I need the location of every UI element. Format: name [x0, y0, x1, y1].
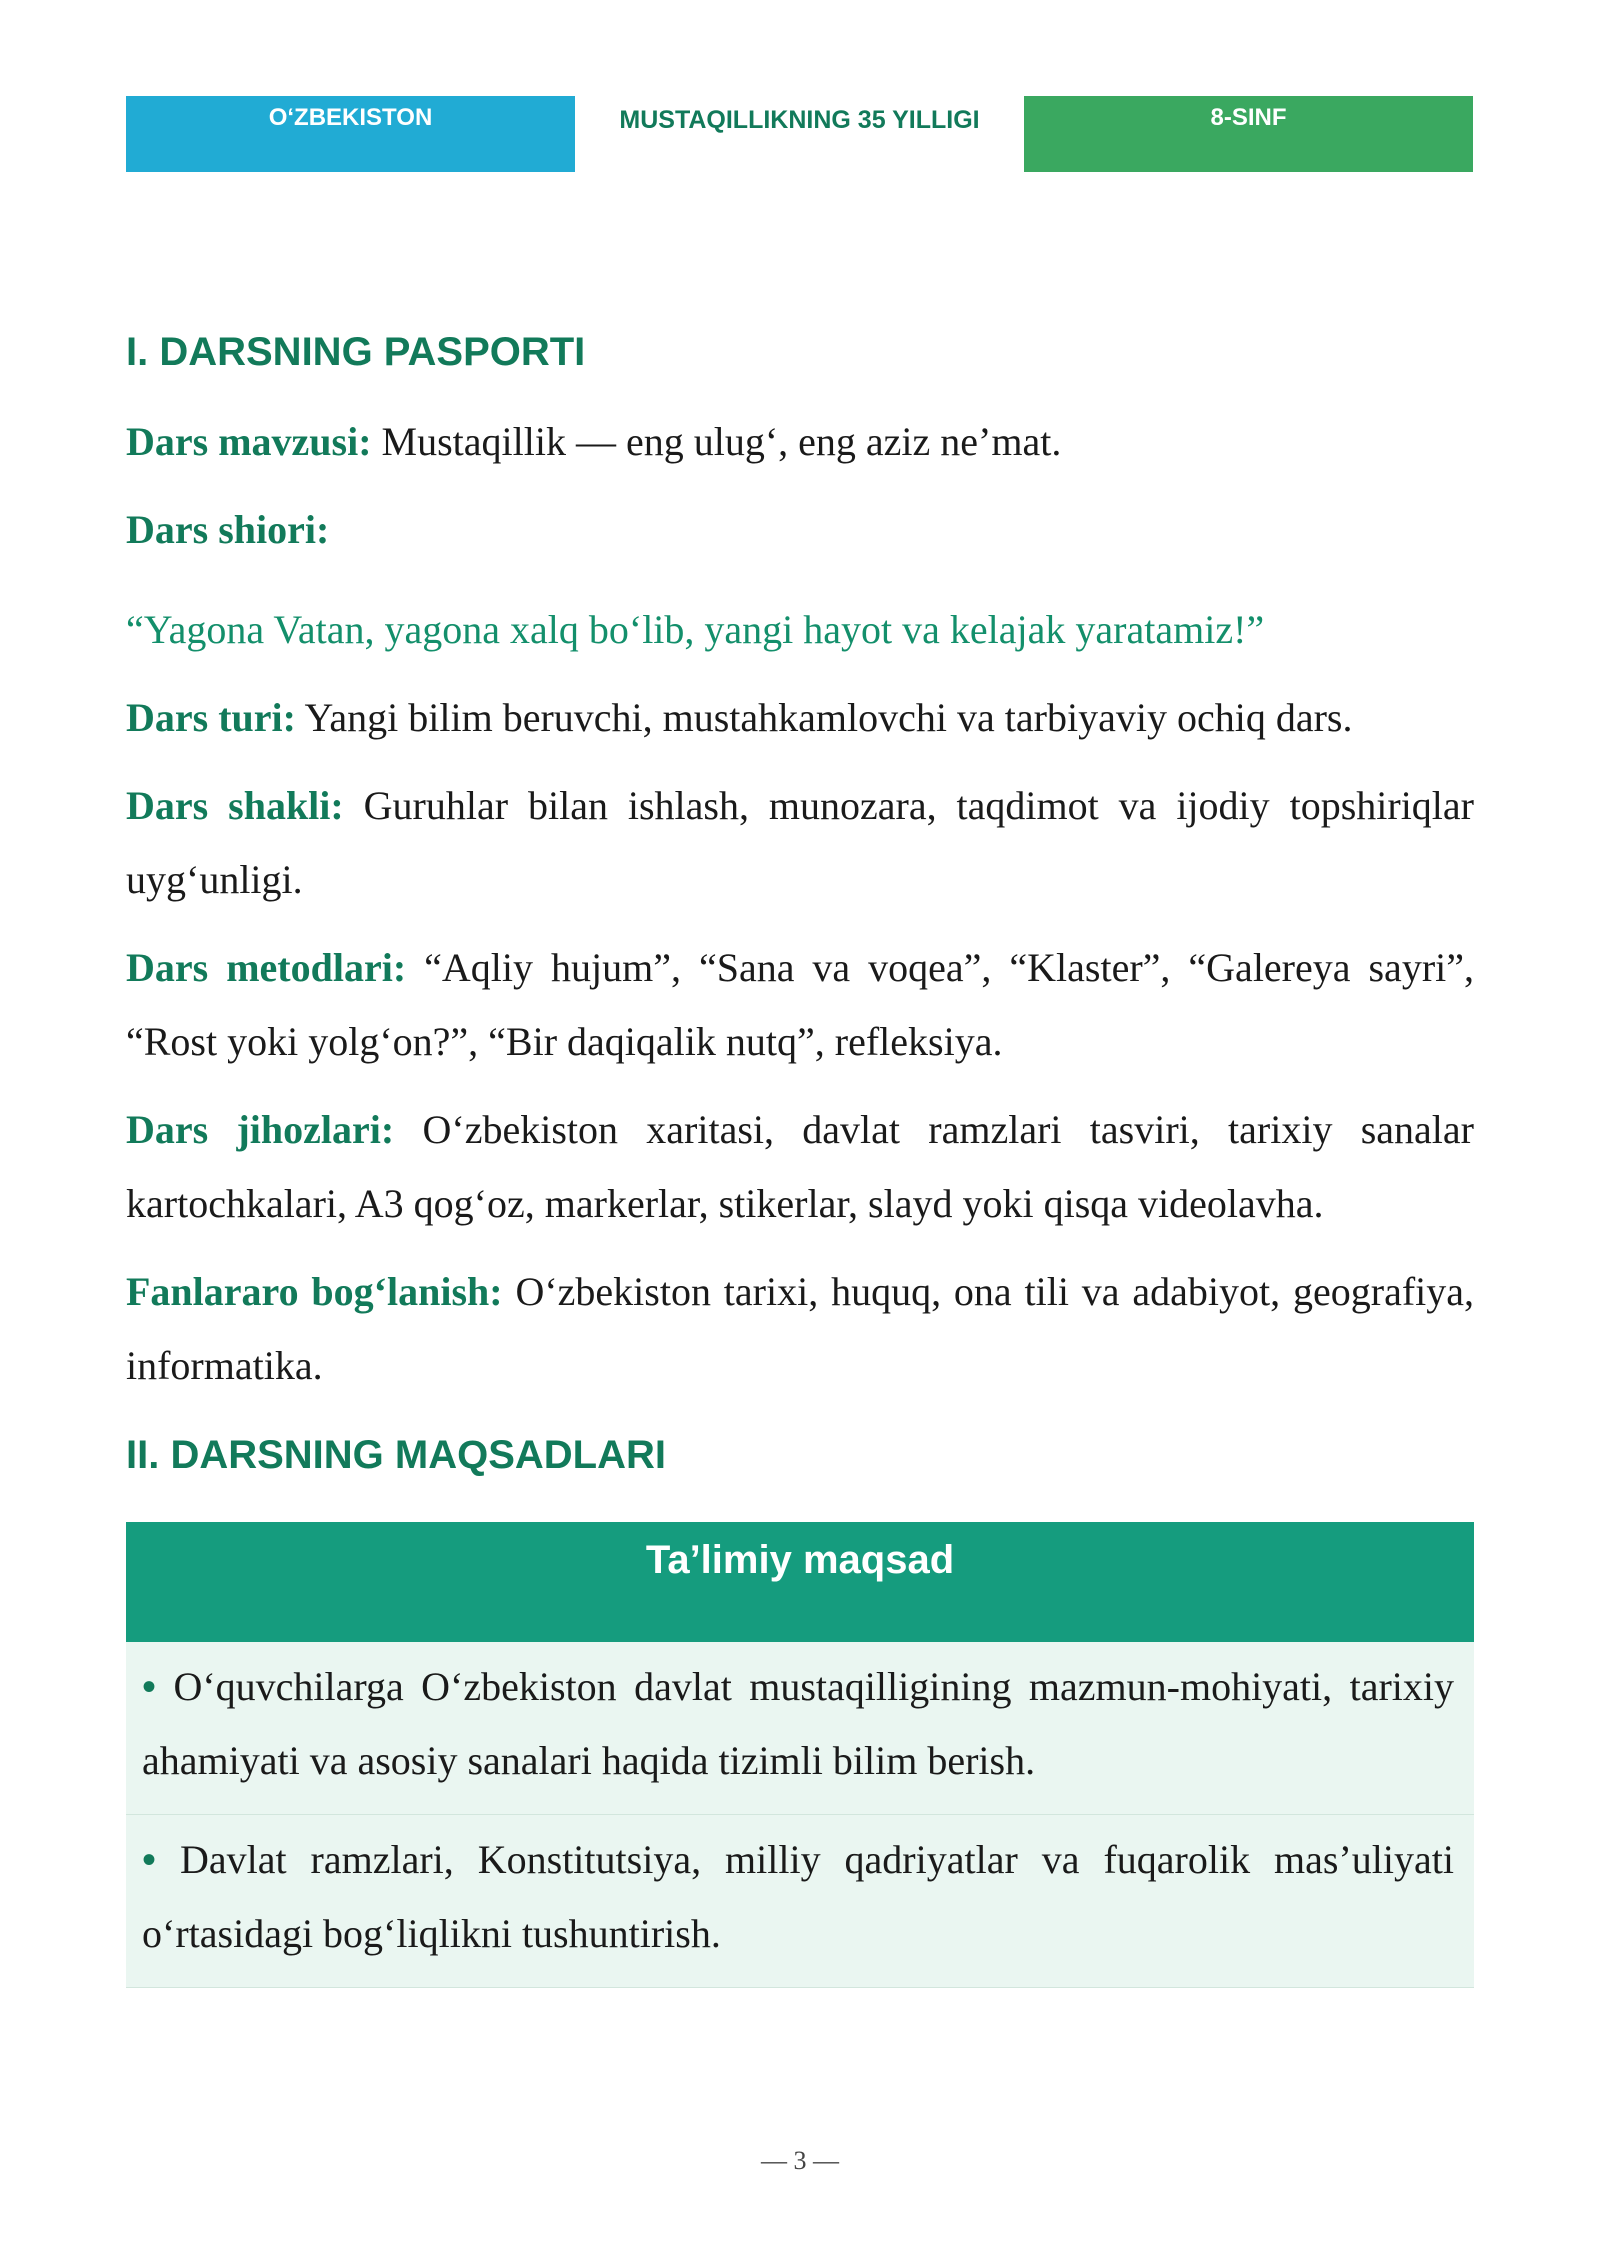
header-anniversary: MUSTAQILLIKNING 35 YILLIGI — [575, 96, 1024, 172]
goals-table — [126, 1522, 1474, 1988]
page-number: — 3 — — [761, 2146, 839, 2175]
lesson-type — [126, 681, 1474, 755]
lesson-interdisciplinary — [126, 1255, 1474, 1403]
page-content — [126, 330, 1474, 1988]
lesson-type-label: Dars turi: — [126, 695, 296, 740]
lesson-equipment-text: O‘zbekiston xaritasi, davlat ramzlari tasviri, tarixiy sanalar kartochkalari, A3 qog‘oz, markerlar, stikerlar, slayd yoki qisqa videolavha. — [126, 1107, 1474, 1226]
lesson-motto-text: “Yagona Vatan, yagona xalq bo‘lib, yangi hayot va kelajak yaratamiz!” — [126, 607, 1265, 652]
lesson-interdisciplinary-label: Fanlararo bog‘lanish: — [126, 1269, 503, 1314]
header-country: O‘ZBEKISTON — [126, 96, 575, 172]
lesson-equipment — [126, 1093, 1474, 1241]
lesson-methods-text: “Aqliy hujum”, “Sana va voqea”, “Klaster”, “Galereya sayri”, “Rost yoki yolg‘on?”, “Bir daqiqalik nutq”, refleksiya. — [126, 945, 1474, 1064]
page-header — [126, 96, 1474, 172]
lesson-interdisciplinary-text: O‘zbekiston tarixi, huquq, ona tili va adabiyot, geografiya, informatika. — [126, 1269, 1475, 1388]
lesson-methods — [126, 931, 1474, 1079]
lesson-topic — [126, 405, 1474, 479]
lesson-form — [126, 769, 1474, 917]
lesson-form-label: Dars shakli: — [126, 783, 344, 828]
lesson-form-text: Guruhlar bilan ishlash, munozara, taqdimot va ijodiy topshiriqlar uyg‘unligi. — [126, 783, 1474, 902]
header-grade: 8-SINF — [1024, 96, 1473, 172]
goal-item-text: O‘quvchilarga O‘zbekiston davlat mustaqilligining mazmun-mohiyati, tarixiy ahamiyati va asosiy sanalari haqida tizimli bilim berish. — [142, 1664, 1454, 1783]
section-title-goals: II. DARSNING MAQSADLARI — [126, 1433, 666, 1477]
bullet-icon: • — [142, 1837, 157, 1882]
goal-item — [126, 1642, 1474, 1815]
lesson-equipment-label: Dars jihozlari: — [126, 1107, 395, 1152]
lesson-methods-label: Dars metodlari: — [126, 945, 407, 990]
lesson-type-text: Yangi bilim beruvchi, mustahkamlovchi va tarbiyaviy ochiq dars. — [295, 695, 1353, 740]
lesson-topic-text: Mustaqillik — eng ulug‘, eng aziz ne’mat. — [371, 419, 1062, 464]
goal-item-text: Davlat ramzlari, Konstitutsiya, milliy qadriyatlar va fuqarolik mas’uliyati o‘rtasidagi bog‘liqlikni tushuntirish. — [142, 1837, 1454, 1956]
bullet-icon: • — [142, 1664, 157, 1709]
lesson-topic-label: Dars mavzusi: — [126, 419, 372, 464]
goal-item — [126, 1815, 1474, 1988]
lesson-motto-label: Dars shiori: — [126, 507, 330, 552]
goals-table-header: Ta’limiy maqsad — [126, 1522, 1474, 1642]
lesson-motto-label-line — [126, 493, 1474, 567]
section-title-passport: I. DARSNING PASPORTI — [126, 330, 586, 374]
